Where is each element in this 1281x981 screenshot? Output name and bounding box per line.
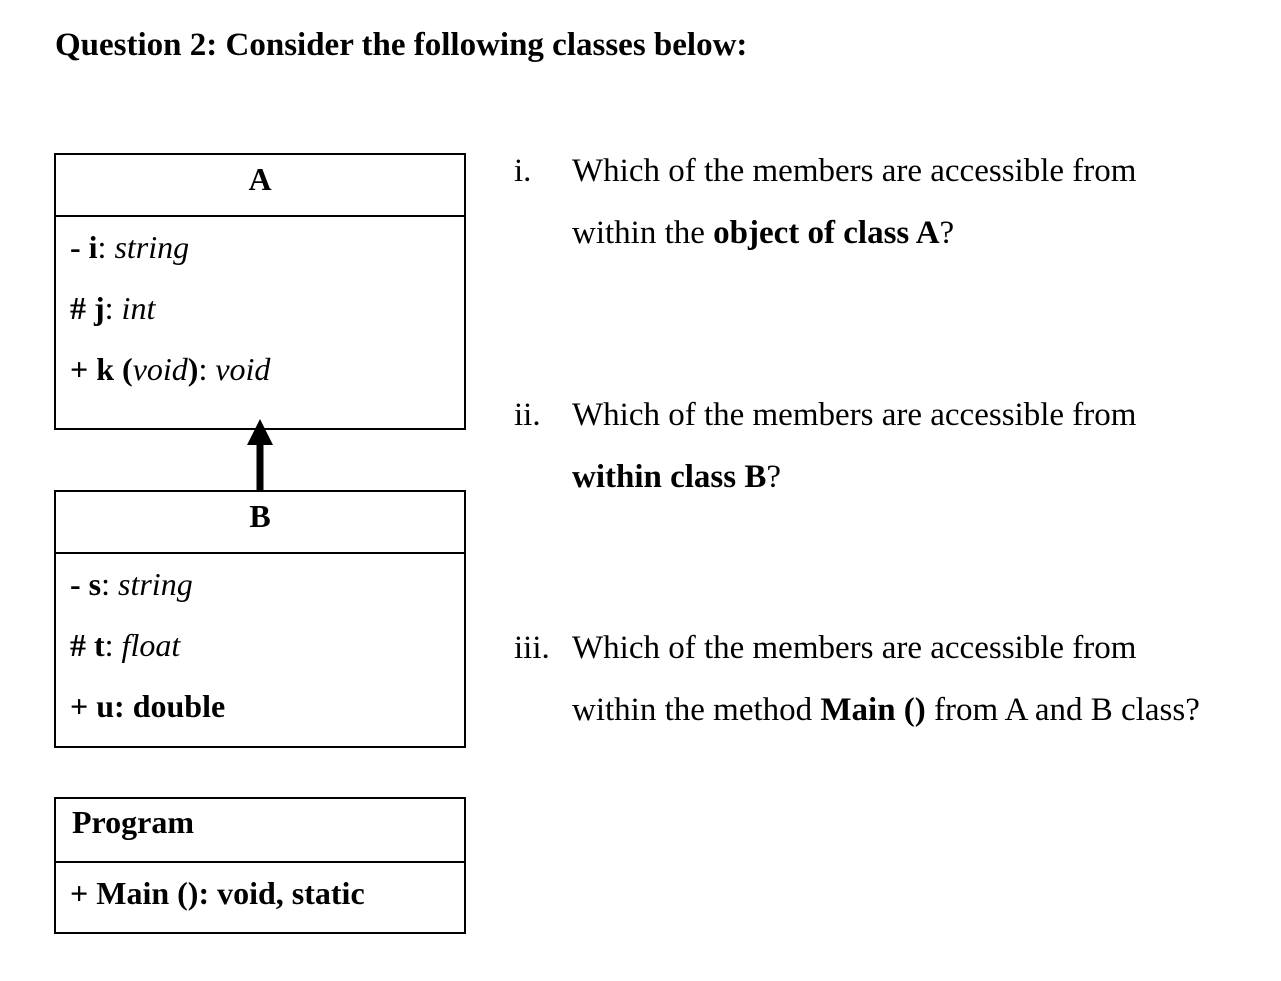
question-line-1: Which of the members are accessible from (572, 630, 1137, 666)
question-line-2: within the method Main () from A and B class? (572, 692, 1200, 728)
question-line-2: within class B? (572, 459, 782, 495)
question-number: iii. (514, 630, 550, 666)
inheritance-arrow-icon (244, 419, 276, 491)
class-a-member-j: # j: int (70, 290, 156, 326)
question-number: i. (514, 153, 532, 189)
class-a-box (54, 153, 466, 430)
class-a-members (56, 217, 464, 408)
class-program-members (56, 863, 464, 932)
question-line-2: within the object of class A? (572, 215, 955, 251)
class-program-member-main: + Main (): void, static (70, 875, 365, 911)
class-b-member-t: # t: float (70, 627, 181, 663)
question-line-1: Which of the members are accessible from (572, 153, 1137, 189)
class-a-member-k: + k (void): void (70, 351, 271, 387)
question-line-1: Which of the members are accessible from (572, 397, 1137, 433)
class-a-member-i: - i: string (70, 229, 190, 265)
class-b-name: B (56, 492, 464, 554)
class-b-members (56, 554, 464, 745)
question-heading: Question 2: Consider the following classes below: (55, 27, 748, 63)
class-a-name: A (56, 155, 464, 217)
class-program-name: Program (56, 799, 464, 863)
class-b-box (54, 490, 466, 748)
class-b-member-s: - s: string (70, 566, 193, 602)
class-program-box (54, 797, 466, 934)
question-number: ii. (514, 397, 541, 433)
class-b-member-u: + u: double (70, 688, 226, 724)
